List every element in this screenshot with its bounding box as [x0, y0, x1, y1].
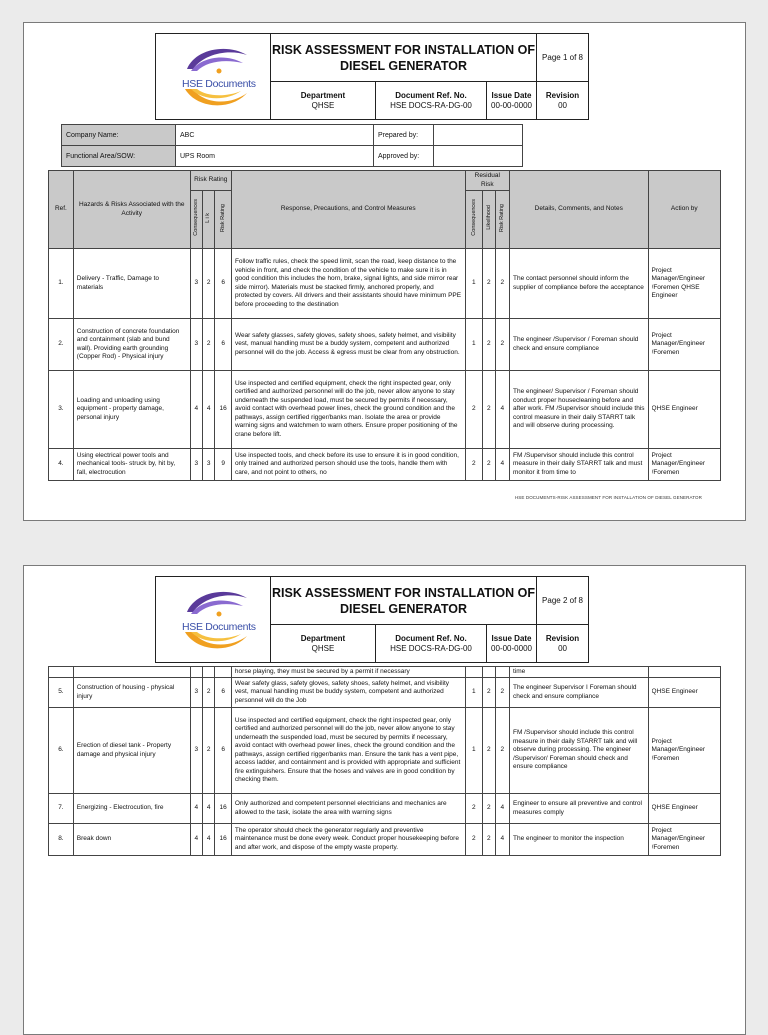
risk-rating-cell-text: 16	[219, 804, 227, 812]
hse-logo	[156, 35, 270, 119]
hazard-cell-text: Construction of concrete foundation and containment (slab and bund wall). Providing earth grounding (Copper Rod) - Physical injury	[76, 327, 180, 360]
details-cell	[509, 824, 648, 856]
department-cell: Department QHSE	[271, 625, 376, 663]
document-title: RISK ASSESSMENT FOR INSTALLATION OF DIESEL GENERATOR	[271, 34, 537, 82]
company-value: ABC	[176, 125, 374, 146]
details-header: Details, Comments, and Notes	[510, 171, 649, 249]
residual-likelihood-cell-text: 2	[487, 405, 491, 413]
hazard-cell-text: Construction of housing - physical injury	[76, 684, 175, 700]
action-cell-text: Project Manager/Engineer /Foremen	[651, 737, 705, 762]
residual-consequences-cell	[465, 449, 483, 481]
response-cell-text: Only authorized and competent personnel electricians and mechanics are allowed to the task, isolate the area with warning signs	[234, 800, 447, 816]
residual-consequences-cell	[465, 371, 483, 449]
hazard-cell	[73, 678, 190, 708]
details-cell	[510, 319, 649, 371]
risk-rating-col-header: Risk Rating	[215, 191, 232, 249]
hazard-cell	[73, 449, 190, 481]
company-label: Company Name:	[62, 125, 176, 146]
consequences-header: Consequences	[190, 191, 202, 249]
residual-rating-cell	[495, 371, 509, 449]
residual-likelihood-cell-text: 2	[487, 804, 491, 812]
residual-likelihood-cell	[483, 678, 495, 708]
ref-cell-text: 5.	[58, 688, 64, 696]
ref-cell	[49, 708, 74, 794]
consequences-cell-text: 4	[194, 804, 199, 812]
residual-rating-cell-text: 2	[500, 688, 505, 696]
ref-cell	[49, 249, 74, 319]
approved-value	[434, 146, 523, 167]
residual-consequences-cell	[465, 667, 483, 678]
consequences-cell	[190, 824, 202, 856]
response-cell	[231, 678, 465, 708]
likelihood-cell	[203, 249, 215, 319]
residual-likelihood-cell	[483, 708, 495, 794]
residual-consequences-cell	[465, 708, 483, 794]
details-cell-text: The engineer/ Supervisor / Foreman should conduct proper housecleaning before and after work. FM /Supervisor should include this control measure in their daily STARRT talk and will observe during processing.	[513, 388, 645, 430]
details-cell	[509, 667, 648, 678]
residual-likelihood-cell	[483, 667, 495, 678]
response-cell	[231, 249, 465, 319]
details-cell-text: The engineer to monitor the inspection	[512, 835, 624, 843]
likelihood-cell-text: 4	[206, 804, 211, 812]
issue-date-cell: Issue Date 00-00-0000	[487, 625, 537, 663]
document-title: RISK ASSESSMENT FOR INSTALLATION OF DIESEL GENERATOR	[271, 577, 537, 625]
ref-header: Ref.	[49, 171, 74, 249]
risk-rating-header: Risk Rating	[190, 171, 231, 191]
residual-consequences-cell-text: 2	[472, 460, 476, 468]
response-cell	[231, 371, 465, 449]
residual-consequences-cell	[465, 824, 483, 856]
prepared-value	[434, 125, 523, 146]
likelihood-cell	[203, 794, 215, 824]
ref-cell	[49, 319, 74, 371]
ref-cell-text: 2.	[58, 340, 64, 348]
response-cell-text: horse playing, they must be secured by a permit if necessary	[234, 668, 410, 675]
likelihood-cell	[203, 824, 215, 856]
hazard-cell-text: Loading and unloading using equipment - property damage, personal injury	[76, 396, 164, 421]
hazard-cell-text: Delivery - Traffic, Damage to materials	[76, 275, 160, 291]
residual-likelihood-cell	[483, 319, 495, 371]
area-label: Functional Area/SOW:	[62, 146, 176, 167]
table-row	[49, 794, 721, 824]
residual-likelihood-cell	[483, 824, 495, 856]
prepared-label: Prepared by:	[374, 125, 434, 146]
ref-cell	[49, 449, 74, 481]
consequences-cell	[190, 249, 202, 319]
residual-likelihood-cell	[483, 249, 495, 319]
risk-rating-cell-text: 6	[221, 279, 225, 287]
hse-logo-icon	[157, 578, 270, 662]
hazard-cell	[73, 249, 190, 319]
residual-likelihood-cell-text: 2	[487, 460, 491, 468]
likelihood-cell	[203, 708, 215, 794]
details-cell	[509, 678, 648, 708]
ref-cell-text: 4.	[58, 460, 64, 468]
details-cell	[510, 249, 649, 319]
residual-likelihood-cell-text: 2	[487, 746, 491, 754]
risk-rating-cell-text: 9	[221, 460, 225, 468]
hazard-cell-text: Break down	[76, 835, 112, 843]
action-cell-text: Project Manager/Engineer /Foremen QHSE Engineer	[651, 266, 705, 299]
response-cell	[231, 824, 465, 856]
consequences-cell	[190, 449, 202, 481]
info-table	[61, 124, 523, 167]
department-cell: Department QHSE	[271, 82, 376, 120]
risk-rating-cell	[215, 678, 232, 708]
action-cell	[648, 667, 720, 678]
risk-rating-cell	[215, 371, 232, 449]
action-cell	[648, 678, 720, 708]
likelihood-cell	[203, 667, 215, 678]
details-cell	[510, 371, 649, 449]
response-cell	[231, 708, 465, 794]
residual-consequences-cell-text: 1	[472, 279, 476, 287]
consequences-cell-text: 3	[194, 279, 199, 287]
action-cell	[648, 249, 720, 319]
logo-text: HSE Documents	[182, 620, 256, 633]
consequences-cell	[190, 319, 202, 371]
ref-cell-text: 6.	[58, 746, 64, 754]
residual-rating-header: Risk Rating	[495, 191, 509, 249]
residual-consequences-cell-text: 1	[472, 340, 476, 348]
hse-logo	[156, 578, 270, 662]
response-cell-text: Follow traffic rules, check the speed limit, scan the road, keep distance to the vehicle in front, and check the condition of the vehicle to make sure it is in good condition this includes the horn, brake, signal lights, and side mirror rear side mirror). Materials must be stacked firmly, anchored properly, and protected by covers. All drivers and their assistants should have minimum PPE before proceeding to the destination	[234, 258, 462, 308]
table-row	[49, 449, 721, 481]
hazard-cell-text: Using electrical power tools and mechanical tools- struck by, hit by, fall, electrocution	[76, 451, 176, 476]
hazard-cell	[73, 667, 190, 678]
details-cell	[509, 708, 648, 794]
residual-rating-cell	[495, 319, 509, 371]
likelihood-cell-text: 2	[206, 340, 211, 348]
residual-likelihood-cell-text: 2	[487, 835, 491, 843]
response-cell-text: The operator should check the generator regularly and preventive maintenance must be done every week. Conduct proper housekeeping before and after work, and dispose of the empty waste property.	[234, 826, 459, 851]
response-cell-text: Wear safety glass, safety gloves, safety shoes, safety helmet, and visibility vest, manual handling must be buddy system, competent and authorized personnel will do the Job	[234, 679, 450, 704]
hse-logo-icon	[157, 35, 270, 119]
ref-cell-text: 3.	[58, 405, 64, 413]
response-cell	[231, 319, 465, 371]
details-cell-text: The contact personnel should inform the supplier of compliance before the acceptance	[513, 275, 644, 291]
response-header: Response, Precautions, and Control Measures	[231, 171, 465, 249]
response-cell	[231, 794, 465, 824]
risk-rating-cell	[215, 708, 232, 794]
hazard-cell-text: Erection of diesel tank - Property damage and physical injury	[76, 742, 172, 758]
residual-likelihood-cell-text: 2	[487, 688, 491, 696]
hazard-cell	[73, 794, 190, 824]
risk-table-page-1	[48, 170, 721, 481]
action-cell	[648, 371, 720, 449]
residual-rating-cell-text: 4	[500, 835, 505, 843]
ref-cell	[49, 824, 74, 856]
ref-cell: Document Ref. No. HSE DOCS-RA-DG-00	[376, 82, 487, 120]
likelihood-cell-text: 4	[206, 835, 211, 843]
response-cell-text: Wear safety glasses, safety gloves, safety shoes, safety helmet, and visibility vest, manual handling must be a buddy system, competent and authorized personnel will do the job. Access & egress must be clear from any obstruction.	[234, 331, 460, 356]
risk-rating-cell-text: 6	[221, 746, 225, 754]
details-cell-text: FM /Supervisor should include this control measure in their daily STARRT talk and will observe during processing. The engineer /Supervisor/ Foreman should check and ensure compliance	[512, 729, 638, 771]
residual-likelihood-cell	[483, 794, 495, 824]
residual-likelihood-header: Likelihood	[483, 191, 495, 249]
consequences-cell	[190, 794, 202, 824]
page-number: Page 2 of 8	[537, 577, 589, 625]
logo-cell	[156, 34, 271, 120]
likelihood-cell	[203, 678, 215, 708]
response-cell-text: Use inspected tools, and check before its use to ensure it is in good condition, only trained and authorized person should use the tools, handle them with care, and not point to others, no	[234, 451, 459, 476]
risk-rating-cell	[215, 449, 232, 481]
consequences-cell-text: 4	[194, 405, 199, 413]
table-row	[49, 319, 721, 371]
details-cell-text: The engineer Supervisor I Foreman should check and ensure compliance	[512, 684, 637, 700]
hazard-cell	[73, 824, 190, 856]
action-cell-text: Project Manager/Engineer /Foremen	[651, 451, 705, 476]
ref-cell-text: 8.	[58, 835, 64, 843]
residual-consequences-cell	[465, 319, 483, 371]
residual-likelihood-cell-text: 2	[487, 279, 491, 287]
risk-rating-cell-text: 6	[221, 688, 225, 696]
residual-rating-cell-text: 2	[500, 746, 505, 754]
page-footer: HSE DOCUMENTS-RISK ASSESSMENT FOR INSTALLATION OF DIESEL GENERATOR	[514, 495, 702, 500]
residual-likelihood-cell	[483, 449, 495, 481]
ref-cell-text: 1.	[58, 279, 64, 287]
action-cell-text: Project Manager/Engineer /Foremen	[651, 826, 705, 851]
action-cell-text: QHSE Engineer	[651, 688, 698, 696]
residual-risk-header: Residual Risk	[465, 171, 509, 191]
risk-table-page-2	[48, 666, 721, 856]
residual-rating-cell-text: 4	[500, 405, 505, 413]
likelihood-cell	[203, 371, 215, 449]
details-cell-text: time	[512, 668, 526, 675]
residual-likelihood-cell	[483, 371, 495, 449]
residual-consequences-cell-text: 1	[472, 746, 476, 754]
likelihood-header: L i k	[203, 191, 215, 249]
document-page-2	[23, 565, 746, 1035]
likelihood-cell-text: 2	[206, 279, 211, 287]
residual-rating-cell-text: 4	[500, 460, 505, 468]
likelihood-cell-text: 4	[206, 405, 211, 413]
action-cell	[648, 824, 720, 856]
hazard-header: Hazards & Risks Associated with the Activity	[73, 171, 190, 249]
residual-rating-cell	[495, 824, 509, 856]
action-cell-text: Project Manager/Engineer /Foremen	[651, 331, 705, 356]
residual-consequences-cell-text: 2	[472, 835, 476, 843]
residual-rating-cell	[495, 667, 509, 678]
consequences-cell-text: 3	[194, 340, 199, 348]
ref-cell-text: 7.	[58, 804, 64, 812]
residual-rating-cell	[495, 449, 509, 481]
action-cell-text: QHSE Engineer	[651, 405, 698, 413]
revision-cell: Revision 00	[537, 82, 589, 120]
risk-rating-cell	[215, 794, 232, 824]
likelihood-cell	[203, 449, 215, 481]
likelihood-cell-text: 3	[206, 460, 211, 468]
residual-consequences-cell	[465, 249, 483, 319]
consequences-cell-text: 4	[194, 835, 199, 843]
hazard-cell-text: Energizing - Electrocution, fire	[76, 804, 164, 812]
details-cell-text: The engineer /Supervisor / Foreman should check and ensure compliance	[513, 336, 639, 352]
residual-consequences-cell-text: 2	[472, 405, 476, 413]
risk-rating-cell	[215, 249, 232, 319]
risk-rating-cell-text: 16	[219, 405, 227, 413]
document-page-1	[23, 22, 746, 521]
hazard-cell	[73, 319, 190, 371]
ref-cell	[49, 371, 74, 449]
details-cell-text: FM /Supervisor should include this control measure in their daily STARRT talk and must monitor it from time to	[513, 451, 643, 476]
consequences-cell-text: 3	[194, 746, 199, 754]
likelihood-cell-text: 2	[206, 688, 211, 696]
action-cell	[648, 319, 720, 371]
residual-consequences-cell-text: 1	[472, 688, 476, 696]
consequences-cell	[190, 371, 202, 449]
table-row	[49, 667, 721, 678]
risk-rating-cell-text: 16	[219, 835, 227, 843]
residual-consequences-cell	[465, 678, 483, 708]
action-header: Action by	[648, 171, 720, 249]
document-header	[155, 33, 589, 120]
consequences-cell	[190, 708, 202, 794]
residual-consequences-header: Consequences	[465, 191, 483, 249]
residual-rating-cell	[495, 708, 509, 794]
residual-rating-cell	[495, 794, 509, 824]
ref-cell	[49, 794, 74, 824]
residual-likelihood-cell-text: 2	[487, 340, 491, 348]
consequences-cell	[190, 667, 202, 678]
action-cell	[648, 449, 720, 481]
ref-cell	[49, 667, 74, 678]
residual-rating-cell-text: 2	[500, 279, 505, 287]
risk-rating-cell	[215, 824, 232, 856]
hazard-cell	[73, 371, 190, 449]
table-row	[49, 371, 721, 449]
issue-date-cell: Issue Date 00-00-0000	[487, 82, 537, 120]
logo-text: HSE Documents	[182, 77, 256, 90]
likelihood-cell-text: 2	[206, 746, 211, 754]
details-cell-text: Engineer to ensure all preventive and control measures comply	[512, 800, 642, 816]
risk-rating-cell	[215, 667, 232, 678]
consequences-cell-text: 3	[194, 688, 199, 696]
hazard-cell	[73, 708, 190, 794]
risk-rating-cell	[215, 319, 232, 371]
consequences-cell-text: 3	[194, 460, 199, 468]
ref-cell	[49, 678, 74, 708]
residual-rating-cell	[495, 249, 509, 319]
logo-cell	[156, 577, 271, 663]
response-cell	[231, 667, 465, 678]
action-cell	[648, 794, 720, 824]
response-cell-text: Use inspected and certified equipment, check the right inspected gear, only certified and authorized personnel will do the job, never allow anyone to stay underneath the suspended load, must be secured by permits if necessary, avoid contact with overhead power lines, check the ground condition and the pathways, assign certified rigger/banks man. Isolate the area or provide warning signs and watchmen to warn others. Ensure proper positioning of the crane before lift.	[234, 379, 458, 438]
page-number: Page 1 of 8	[537, 34, 589, 82]
action-cell-text: QHSE Engineer	[651, 804, 698, 812]
residual-rating-cell	[495, 678, 509, 708]
details-cell	[510, 449, 649, 481]
revision-cell: Revision 00	[537, 625, 589, 663]
residual-rating-cell-text: 4	[500, 804, 505, 812]
table-row	[49, 678, 721, 708]
approved-label: Approved by:	[374, 146, 434, 167]
action-cell	[648, 708, 720, 794]
response-cell-text: Use inspected and certified equipment, check the right inspected gear, only certified and authorized personnel will do the job, never allow anyone to stay underneath the suspended load, must be secured by permits if necessary, avoid contact with overhead power lines, check the ground condition and the pathways, assign certified rigger/banks man. Ensure the tank has a vent pipe, access ladder, and containment and is provided with appropriate and sufficient fire extinguishers. Ensure that the hoses and valves are in good condition by checking them.	[234, 716, 461, 783]
table-row	[49, 249, 721, 319]
residual-rating-cell-text: 2	[500, 340, 505, 348]
ref-cell: Document Ref. No. HSE DOCS-RA-DG-00	[376, 625, 487, 663]
area-value: UPS Room	[176, 146, 374, 167]
response-cell	[231, 449, 465, 481]
residual-consequences-cell-text: 2	[472, 804, 476, 812]
residual-consequences-cell	[465, 794, 483, 824]
risk-rating-cell-text: 6	[221, 340, 225, 348]
consequences-cell	[190, 678, 202, 708]
table-row	[49, 708, 721, 794]
table-row	[49, 824, 721, 856]
document-header	[155, 576, 589, 663]
likelihood-cell	[203, 319, 215, 371]
details-cell	[509, 794, 648, 824]
